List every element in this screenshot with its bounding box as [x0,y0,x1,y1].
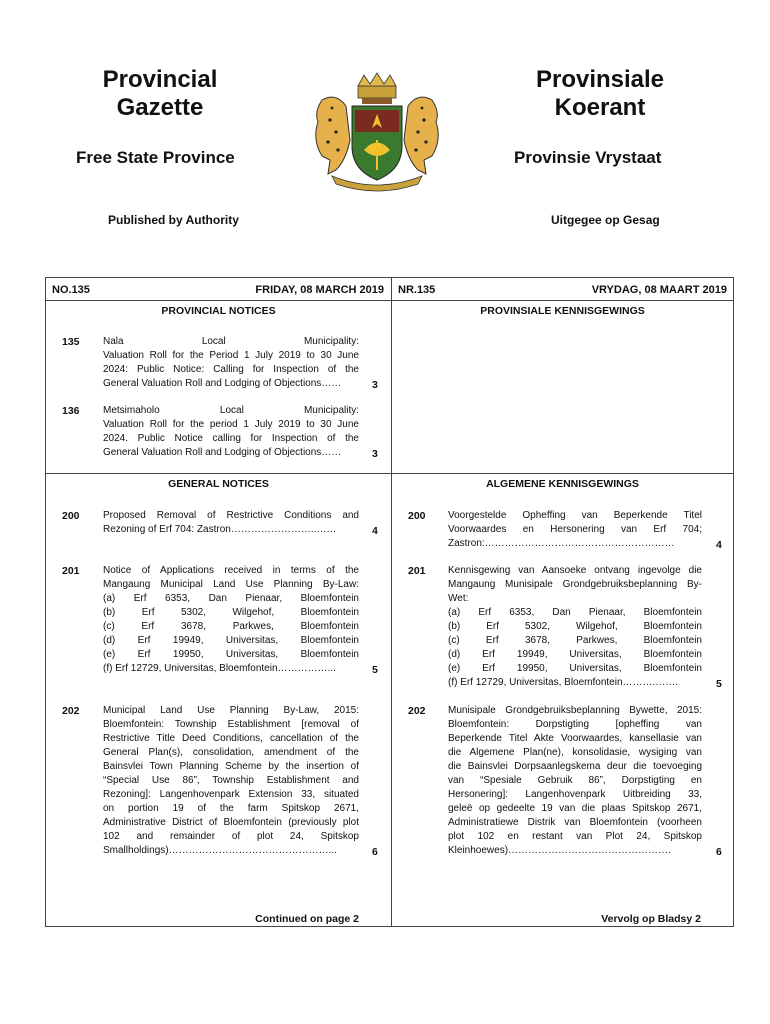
notice-title-line: Municipal Land Use Planning By-Law, 2015: [103,705,359,716]
notice-title-line: 2024. Public Notice calling for Inspection of the [103,433,359,444]
section-algemene-kennisgewings: ALGEMENE KENNISGEWINGS [486,478,639,490]
title-line: Provinsiale [535,66,665,93]
gazette-title-english [80,66,240,122]
notice-title-line: Rezoning of Erf 704: Zastron……………………..…… [103,524,337,535]
province-afrikaans: Provinsie Vrystaat [514,148,662,167]
notice-title-line: Smallholdings)…………………………………………... [103,845,337,856]
notice-title-line: plot 102 en restant van Plot 24, Spitskop [448,831,702,842]
notice-title-line: on portion 19 of the farm Spitskop 2671, [103,803,359,814]
notice-title-line: Nala Local Municipality: [103,336,359,347]
notice-title-line: die Algemene Plan(ne), konsolidasie, wysiging van [448,747,702,758]
gazette-title-afrikaans [510,66,690,122]
continued-on-page-afrikaans: Vervolg op Bladsy 2 [601,913,701,925]
free-state-coat-of-arms-icon [292,70,462,198]
table-header-rule [45,300,734,301]
notice-title-line: General Plan(s), consolidation, amendment of the [103,747,359,758]
notice-title-line: van “Spesiale Gebruik 86”, Dorpstigting en [448,775,702,786]
published-by-authority: Published by Authority [108,213,239,227]
notice-title-line: “Special Use 86”, Township Establishment and [103,775,359,786]
notice-title-line: Voorgestelde Opheffing van Beperkende Titel [448,510,702,521]
notice-title-line: die Bainsvlei Dorpsaanlegskema deur die toevoeging [448,761,702,772]
leopard-right-icon [404,97,438,174]
notice-title-line: Bainsvlei Town Planning Scheme by the insertion of [103,761,359,772]
uitgegee-op-gesag: Uitgegee op Gesag [551,213,660,227]
notice-title [103,564,359,676]
notice-title-line: Voorwaardes en Hersonering van Erf 704; [448,524,702,535]
leopard-left-icon [316,97,350,174]
table-left-border [45,277,46,927]
notice-title-line: (e) Erf 19950, Universitas, Bloemfontein [448,663,702,674]
title-line: Koerant [554,94,646,121]
notice-page-number: 5 [716,678,722,690]
notice-page-number: 3 [372,448,378,460]
notice-title-line: (b) Erf 5302, Wilgehof, Bloemfontein [448,621,702,632]
notice-title-line: geleë op gedeelte 19 van die plaas Spitskop 2671, [448,803,702,814]
notice-title-line: Zastron:………………………………………………… [448,538,675,549]
notice-title-line: Munisipale Grondgebruiksbeplanning Bywette, 2015: [448,705,702,716]
notice-title-line: Restrictive Title Deed Conditions, cancellation of the [103,733,359,744]
notice-title-line: Beperkende Titel Akte Voorwaardes, kansellasie van [448,733,702,744]
notice-title [103,704,359,858]
province-english: Free State Province [76,148,235,167]
table-top-border [45,277,734,278]
notice-title-line: (a) Erf 6353, Dan Pienaar, Bloemfontein [103,593,359,604]
notice-title-line: Wet: [448,593,469,604]
notice-page-number: 3 [372,379,378,391]
notice-number: 202 [62,705,80,717]
notice-number: 201 [408,565,426,577]
notice-title [448,564,702,690]
notice-page-number: 5 [372,664,378,676]
notice-title-line: (d) Erf 19949, Universitas, Bloemfontein [103,635,359,646]
general-notices-rule [45,473,734,474]
table-bottom-border [45,926,734,927]
table-center-divider [391,277,392,927]
section-provincial-notices: PROVINCIAL NOTICES [161,305,276,317]
notice-number: 136 [62,405,80,417]
notice-title-line: 2024: Public Notice: Calling for Inspection of the [103,364,359,375]
notice-title-line: Rezoning]: Langenhovenpark Extension 33, situated [103,789,359,800]
notice-number: 202 [408,705,426,717]
notice-title-line: (f) Erf 12729, Universitas, Bloemfontein……….……. [448,677,679,688]
shield-icon [352,106,402,180]
continued-on-page-english: Continued on page 2 [255,913,359,925]
notice-number: 135 [62,336,80,348]
notice-title [448,509,702,551]
notice-title-line: (a) Erf 6353, Dan Pienaar, Bloemfontein [448,607,702,618]
notice-title-line: Proposed Removal of Restrictive Conditions and [103,510,359,521]
notice-title-line: General Valuation Roll and Lodging of Objections…… [103,447,342,458]
crest-icon [358,73,396,104]
notice-title [103,404,359,460]
notice-title-line: (c) Erf 3678, Parkwes, Bloemfontein [103,621,359,632]
title-line: Provincial [102,66,218,93]
notice-title-line: (c) Erf 3678, Parkwes, Bloemfontein [448,635,702,646]
issue-number-english: NO.135 [52,284,90,296]
notice-title-line: Mangaung Municipal Land Use Planning By-Law: [103,579,359,590]
notice-title-line: Valuation Roll for the period 1 July 2019 to 30 June [103,419,359,430]
issue-date-afrikaans: VRYDAG, 08 MAART 2019 [591,284,727,296]
title-line: Gazette [116,94,204,121]
notice-title-line: Bloemfontein: Township Establishment [removal of [103,719,359,730]
notice-title-line: Mangaung Munisipale Grondgebruiksbeplanning By- [448,579,702,590]
notice-title-line: General Valuation Roll and Lodging of Objections…… [103,378,342,389]
notice-title-line: Valuation Roll for the Period 1 July 2019 to 30 June [103,350,359,361]
notice-title [103,509,359,537]
notice-page-number: 4 [716,539,722,551]
notice-title-line: Notice of Applications received in terms of the [103,565,359,576]
notice-page-number: 6 [716,846,722,858]
notice-title-line: Bloemfontein: Dorpstigting [opheffing van [448,719,702,730]
notice-title-line: Hersonering]: Langenhovenpark Uitbreiding 33, [448,789,702,800]
notice-number: 200 [408,510,426,522]
section-provinsiale-kennisgewings: PROVINSIALE KENNISGEWINGS [480,305,645,317]
section-general-notices: GENERAL NOTICES [168,478,269,490]
notice-title-line: Administrative District of Bloemfontein (previously plot [103,817,359,828]
notice-title-line: 102 and remainder of plot 24, Spitskop [103,831,359,842]
notice-number: 201 [62,565,80,577]
notice-title-line: Administratiewe Distrik van Bloemfontein (voorheen [448,817,702,828]
notice-title [448,704,702,858]
notice-title-line: (f) Erf 12729, Universitas, Bloemfontein……………... [103,663,336,674]
notice-title-line: Kleinhoewes)…………………………………………. [448,845,671,856]
notice-title [103,335,359,391]
notice-title-line: (e) Erf 19950, Universitas, Bloemfontein [103,649,359,660]
issue-date-english: FRIDAY, 08 MARCH 2019 [255,284,384,296]
notice-title-line: (b) Erf 5302, Wilgehof, Bloemfontein [103,607,359,618]
notice-page-number: 6 [372,846,378,858]
notice-title-line: Kennisgewing van Aansoeke ontvang ingevolge die [448,565,702,576]
notice-page-number: 4 [372,525,378,537]
notice-title-line: Metsimaholo Local Municipality: [103,405,359,416]
notice-title-line: (d) Erf 19949, Universitas, Bloemfontein [448,649,702,660]
issue-number-afrikaans: NR.135 [398,284,436,296]
notice-number: 200 [62,510,80,522]
table-right-border [733,277,734,927]
